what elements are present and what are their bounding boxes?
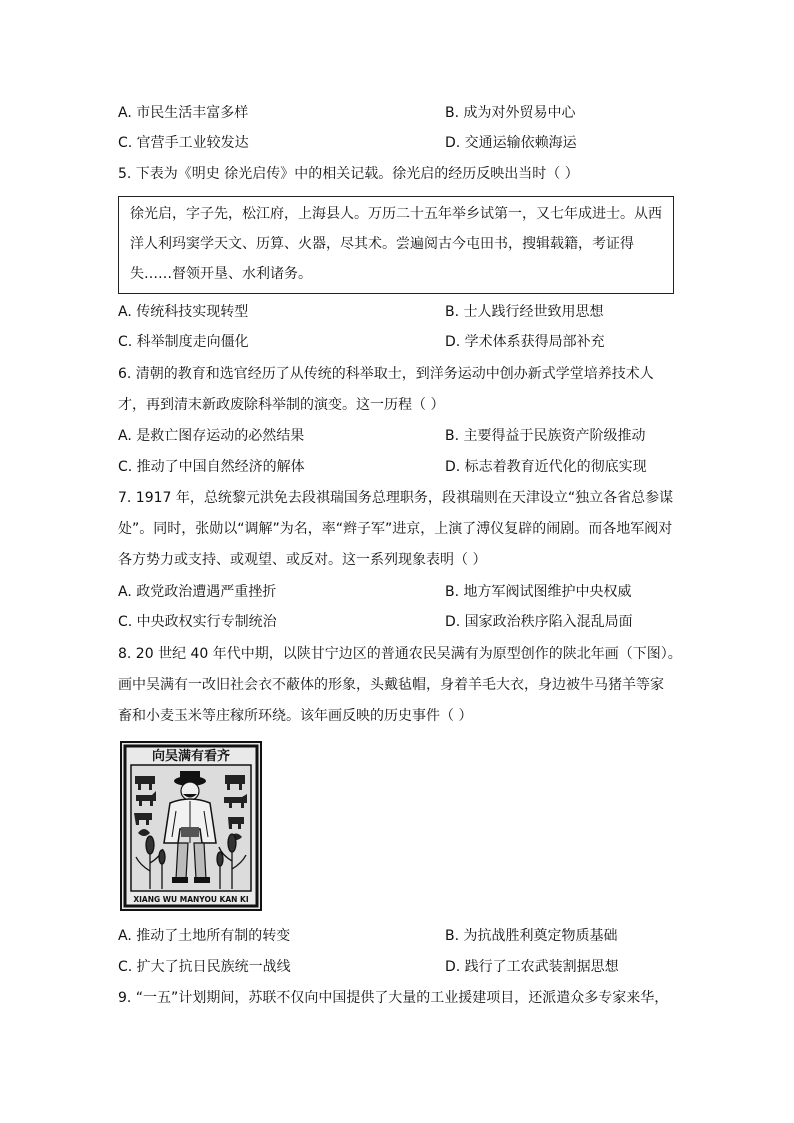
q8-option-b: B. 为抗战胜利奠定物质基础 [445, 928, 618, 944]
q9-stem: 9. “一五”计划期间，苏联不仅向中国提供了大量的工业援建项目，还派遣众多专家来华， [118, 990, 669, 1006]
q8-stem-line: 画中吴满有一改旧社会衣不蔽体的形象，头戴毡帽，身着羊毛大衣，身边被牛马猪羊等家 [118, 677, 664, 693]
q6-option-a: A. 是救亡图存运动的必然结果 [118, 428, 305, 444]
q4-option-d: D. 交通运输依赖海运 [445, 135, 577, 151]
q5-quote-box [118, 196, 674, 294]
q5-option-a: A. 传统科技实现转型 [118, 304, 249, 320]
q7-option-c: C. 中央政权实行专制统治 [118, 614, 277, 630]
q5-option-c: C. 科举制度走向僵化 [118, 334, 249, 350]
q7-option-a: A. 政党政治遭遇严重挫折 [118, 584, 277, 600]
q7-option-d: D. 国家政治秩序陷入混乱局面 [445, 614, 633, 630]
q4-option-b: B. 成为对外贸易中心 [445, 105, 576, 121]
q5-stem: 5. 下表为《明史 徐光启传》中的相关记载。徐光启的经历反映出当时（ ） [118, 166, 579, 182]
q6-option-c: C. 推动了中国自然经济的解体 [118, 459, 305, 475]
woodcut-new-year-painting [120, 741, 262, 911]
figure-top-text: 向吴满有看齐 [151, 749, 231, 764]
q8-option-d: D. 践行了工农武装割据思想 [445, 959, 619, 975]
figure-bottom-text: XIANG WU MANYOU KAN KI [133, 895, 249, 904]
q5-option-b: B. 士人践行经世致用思想 [445, 304, 604, 320]
q6-stem-line: 才，再到清末新政废除科举制的演变。这一历程（ ） [118, 397, 445, 413]
q8-stem-line: 8. 20 世纪 40 年代中期，以陕甘宁边区的普通农民吴满有为原型创作的陕北年画（下图）。 [118, 646, 682, 662]
q4-option-a: A. 市民生活丰富多样 [118, 105, 249, 121]
q7-stem-line: 各方势力或支持、或观望、或反对。这一系列现象表明（ ） [118, 552, 487, 568]
q5-quote-line: 失……督领开垦、水利诸务。 [130, 266, 312, 282]
q8-option-a: A. 推动了土地所有制的转变 [118, 928, 291, 944]
q5-option-d: D. 学术体系获得局部补充 [445, 334, 605, 350]
q5-quote-line: 洋人利玛窦学天文、历算、火器，尽其术。尝遍阅古今屯田书，搜辑载籍，考证得 [130, 236, 634, 252]
q8-option-c: C. 扩大了抗日民族统一战线 [118, 959, 291, 975]
q7-stem-line: 处”。同时，张勋以“调解”为名，率“辫子军”进京，上演了溥仪复辟的闹剧。而各地军阀对 [118, 521, 673, 537]
q6-option-b: B. 主要得益于民族资产阶级推动 [445, 428, 646, 444]
q7-option-b: B. 地方军阀试图维护中央权威 [445, 584, 632, 600]
q5-quote-line: 徐光启，字子先，松江府，上海县人。万历二十五年举乡试第一，又七年成进士。从西 [130, 206, 662, 222]
q8-stem-line: 畜和小麦玉米等庄稼所环绕。该年画反映的历史事件（ ） [118, 708, 473, 724]
q4-option-c: C. 官营手工业较发达 [118, 135, 249, 151]
q6-stem-line: 6. 清朝的教育和选官经历了从传统的科举取士，到洋务运动中创办新式学堂培养技术人 [118, 366, 654, 382]
q6-option-d: D. 标志着教育近代化的彻底实现 [445, 459, 647, 475]
q7-stem-line: 7. 1917 年，总统黎元洪免去段祺瑞国务总理职务，段祺瑞则在天津设立“独立各省总参谋 [118, 490, 674, 506]
